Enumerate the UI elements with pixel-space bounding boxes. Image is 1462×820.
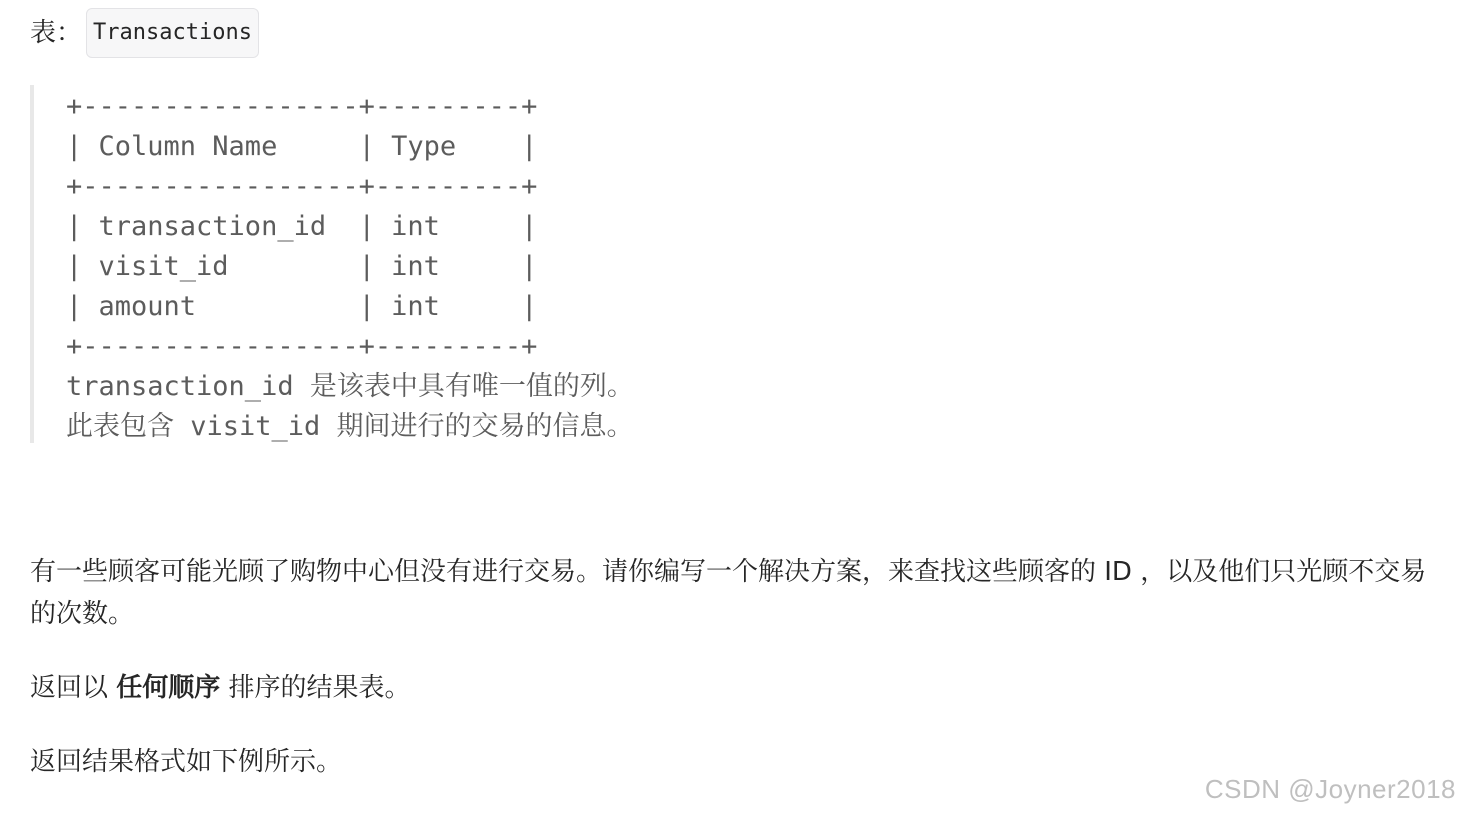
csdn-watermark: CSDN @Joyner2018 (1204, 774, 1456, 804)
order-suffix: 排序的结果表。 (220, 673, 411, 703)
schema-line: | amount | int | (66, 291, 538, 322)
schema-line: | visit_id | int | (66, 251, 538, 282)
format-note: 返回结果格式如下例所示。 (30, 747, 343, 777)
table-name-code: Transactions (86, 8, 259, 58)
schema-line: +-----------------+---------+ (66, 331, 538, 362)
schema-pre (66, 85, 634, 447)
order-instruction (30, 667, 1450, 709)
table-caption (30, 12, 1450, 54)
schema-note: 此表包含 visit_id 期间进行的交易的信息。 (66, 411, 634, 442)
problem-content (30, 12, 1450, 777)
schema-note: transaction_id 是该表中具有唯一值的列。 (66, 371, 634, 402)
schema-blockquote (30, 85, 634, 443)
order-prefix: 返回以 (30, 673, 117, 703)
caption-prefix: 表： (30, 18, 83, 48)
schema-line: | Column Name | Type | (66, 131, 538, 162)
schema-line: | transaction_id | int | (66, 211, 538, 242)
schema-line: +-----------------+---------+ (66, 171, 538, 202)
schema-line: +-----------------+---------+ (66, 91, 538, 122)
order-emphasis: 任何顺序 (116, 673, 221, 703)
problem-description: 有一些顾客可能光顾了购物中心但没有进行交易。请你编写一个解决方案，来查找这些顾客的 ID ，以及他们只光顾不交易的次数。 (30, 557, 1427, 629)
